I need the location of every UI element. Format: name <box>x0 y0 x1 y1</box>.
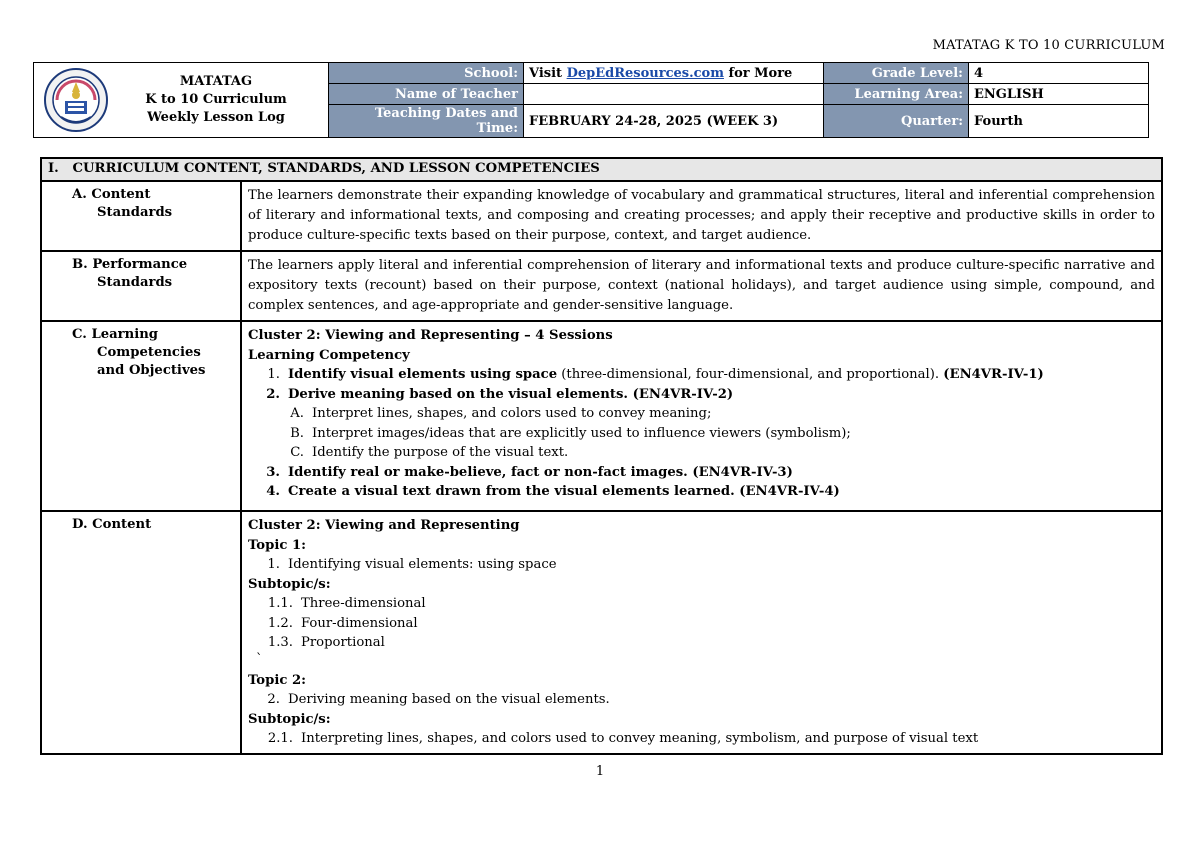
grade-level-value: 4 <box>969 63 1149 84</box>
title-line-1: MATATAG <box>179 74 253 89</box>
list-item: 1.3. Proportional <box>267 635 385 650</box>
page-number: 1 <box>595 764 605 779</box>
list-item: 2. Derive meaning based on the visual elements. (EN4VR-IV-2) <box>266 386 734 402</box>
section-number: I. <box>48 161 59 176</box>
teacher-value <box>524 84 824 105</box>
list-item: 1. Identifying visual elements: using space <box>267 557 557 572</box>
performance-standards-text: The learners apply literal and inferential comprehension of literary and informational texts and produce culture-specific narrative and expository texts (recount) based on their purpose, context (national holidays), and target audience using simple, compound, and complex sentences, and age-appropriate and gender-sensitive language. <box>241 251 1162 321</box>
competency-heading: Learning Competency <box>248 347 410 363</box>
log-title <box>109 73 323 127</box>
list-item: 1. Identify visual elements using space (three-dimensional, four-dimensional, and proportional). (EN4VR-IV-1) <box>267 367 1044 382</box>
content-standards-label: A. Content Standards <box>41 181 241 251</box>
list-item: B. Interpret images/ideas that are explicitly used to influence viewers (symbolism); <box>290 425 851 441</box>
title-line-2: K to 10 Curriculum <box>145 92 287 107</box>
list-item: 1.1. Three-dimensional <box>267 596 426 611</box>
running-header: MATATAG K TO 10 CURRICULUM <box>932 38 1165 53</box>
section-title: CURRICULUM CONTENT, STANDARDS, AND LESSON COMPETENCIES <box>72 161 600 176</box>
subtopic-heading: Subtopic/s: <box>248 576 331 592</box>
content-standards-text: The learners demonstrate their expanding knowledge of vocabulary and grammatical structures, literal and inferential comprehension of literary and informational texts, and composing and creating processes; and apply their receptive and productive skills in order to produce culture-specific texts based on their purpose, context, and target audience. <box>241 181 1162 251</box>
list-item: 3. Identify real or make-believe, fact or non-fact images. (EN4VR-IV-3) <box>266 464 793 480</box>
topic-1-heading: Topic 1: <box>248 537 306 553</box>
list-item: 2.1. Interpreting lines, shapes, and colors used to convey meaning, symbolism, and purpose of visual text <box>267 731 979 746</box>
list-item: 1.2. Four-dimensional <box>267 615 418 631</box>
subtopic-heading: Subtopic/s: <box>248 711 331 727</box>
deped-seal-icon <box>43 67 109 133</box>
performance-standards-label: B. Performance Standards <box>41 251 241 321</box>
content-label: D. Content <box>41 511 241 754</box>
section-heading <box>41 158 1162 181</box>
content-details <box>241 511 1162 754</box>
teacher-label: Name of Teacher <box>329 84 524 105</box>
logo-title-cell <box>34 63 329 138</box>
quarter-label: Quarter: <box>824 105 969 138</box>
grade-level-label: Grade Level: <box>824 63 969 84</box>
school-label: School: <box>329 63 524 84</box>
list-item: 4. Create a visual text drawn from the visual elements learned. (EN4VR-IV-4) <box>266 484 840 499</box>
stray-mark: ` <box>256 651 263 667</box>
learning-area-value: ENGLISH <box>969 84 1149 105</box>
quarter-value: Fourth <box>969 105 1149 138</box>
learning-area-label: Learning Area: <box>824 84 969 105</box>
list-item: 2. Deriving meaning based on the visual elements. <box>267 692 610 707</box>
list-item: C. Identify the purpose of the visual text. <box>290 445 569 460</box>
school-value: Visit DepEdResources.com for More <box>524 63 824 84</box>
dates-value: FEBRUARY 24-28, 2025 (WEEK 3) <box>524 105 824 138</box>
dates-label: Teaching Dates and Time: <box>329 105 524 138</box>
competencies-label: C. Learning Competencies and Objectives <box>41 321 241 511</box>
topic-2-heading: Topic 2: <box>248 672 306 688</box>
content-cluster: Cluster 2: Viewing and Representing <box>248 518 520 533</box>
deped-resources-link[interactable]: DepEdResources.com <box>566 65 724 81</box>
title-line-3: Weekly Lesson Log <box>147 110 285 125</box>
curriculum-table <box>40 157 1163 755</box>
lesson-log-header <box>33 62 1149 138</box>
competencies-content <box>241 321 1162 511</box>
list-item: A. Interpret lines, shapes, and colors used to convey meaning; <box>290 406 712 421</box>
cluster-heading: Cluster 2: Viewing and Representing – 4 Sessions <box>248 328 613 343</box>
